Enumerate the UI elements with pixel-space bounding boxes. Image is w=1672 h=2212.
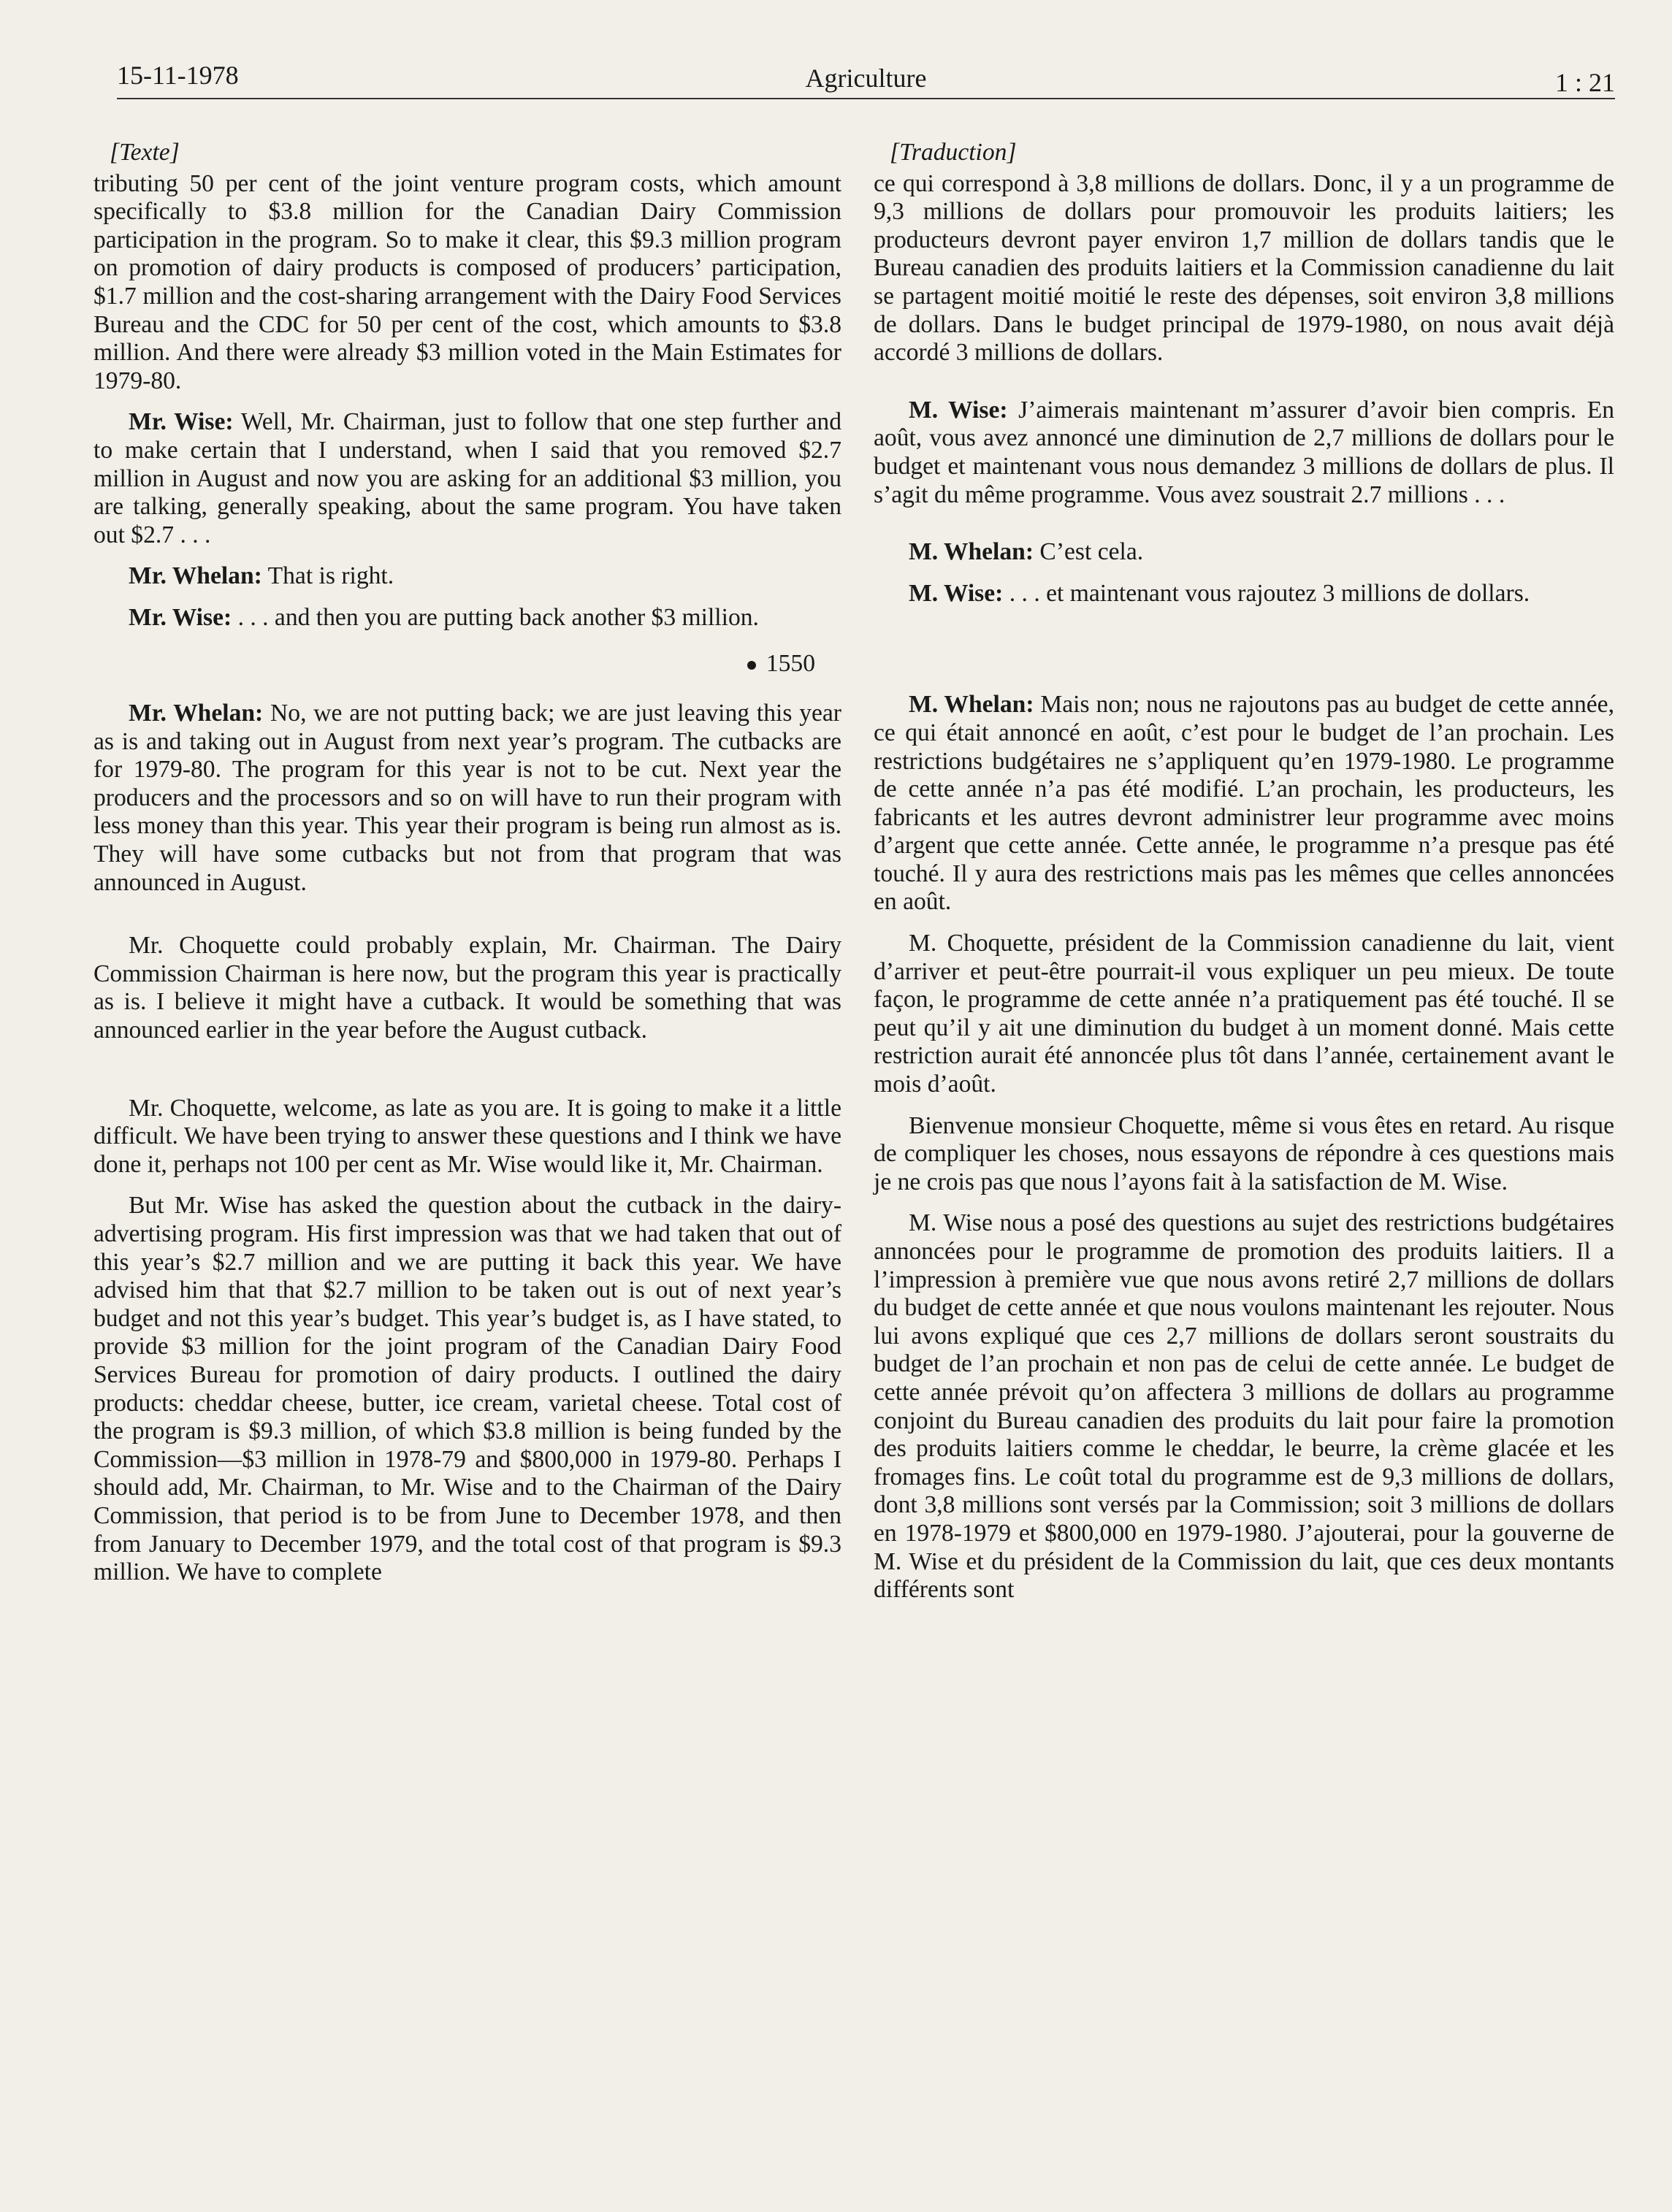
paragraph: tributing 50 per cent of the joint venture program costs, which amount specifically to $3.8 million for the Canadian Dairy Commission participation in the program. So to make it clear, this $9.3 million program on promotion of dairy products is composed of producers’ participation, $1.7 million and the cost-sharing arrangement with the Dairy Food Services Bureau and the CDC for 50 per cent of the cost, which amounts to $3.8 million. And there were already $3 million voted in the Main Estimates for 1979-80.: [93, 169, 841, 394]
speech-text: . . . and then you are putting back another $3 million.: [237, 603, 759, 631]
header-title: Agriculture: [805, 64, 927, 93]
paragraph: [93, 562, 841, 591]
paragraph: Mr. Choquette could probably explain, Mr. Chairman. The Dairy Commission Chairman is here now, but the program this year is practically as is. I believe it might have a cutback. It would be something that was announced earlier in the year before the August cutback.: [93, 932, 841, 1044]
paragraph: Mr. Choquette, welcome, as late as you are. It is going to make it a little difficult. We have been trying to answer these questions and I think we have done it, perhaps not 100 per cent as Mr. Wise would like it, Mr. Chairman.: [93, 1094, 841, 1178]
paragraph: [874, 691, 1614, 916]
speech-text: Mais non; nous ne rajoutons pas au budget de cette année, ce qui était annoncé en août, c’est pour le budget de l’an prochain. Les restrictions budgétaires ne s’appliquent qu’en 1979-1980. Le programme de cette année n’a pas été modifié. L’an prochain, les producteurs, les fabricants et les autres devront administrer leur programme avec moins d’argent que cette année. Cette année, le programme n’a presque pas été touché. Il y aura des restrictions mais pas les mêmes que celles annoncées en août.: [874, 691, 1614, 916]
page-header: [117, 57, 1615, 99]
paragraph: Bienvenue monsieur Choquette, même si vous êtes en retard. Au risque de compliquer les choses, nous essayons de répondre à ces questions mais je ne crois pas que nous l’ayons fait à la satisfaction de M. Wise.: [874, 1111, 1614, 1195]
speech-text: C’est cela.: [1039, 538, 1144, 566]
english-column: [93, 139, 841, 1600]
paragraph: [93, 700, 841, 897]
speech-text: J’aimerais maintenant m’assurer d’avoir bien compris. En août, vous avez annoncé une diminution de 2,7 millions de dollars pour le budget et maintenant vous nous demandez 3 millions de dollars de plus. Il s’agit du même programme. Vous avez soustrait 2.7 millions . . .: [874, 396, 1614, 508]
paragraph: [874, 397, 1614, 509]
speaker-name: Mr. Whelan:: [129, 562, 262, 590]
speech-text: Well, Mr. Chairman, just to follow that one step further and to make certain that I understand, when I said that you removed $2.7 million in August and now you are asking for an additional $3 million, you are talking, generally speaking, about the same program. You have taken out $2.7 . . .: [93, 408, 841, 548]
french-column: [874, 139, 1614, 1618]
column-label: [Traduction]: [890, 139, 1017, 166]
speaker-name: M. Wise:: [909, 579, 1004, 607]
paragraph: [874, 538, 1614, 567]
speaker-name: M. Whelan:: [909, 538, 1034, 566]
paragraph: [93, 604, 841, 632]
paragraph: ce qui correspond à 3,8 millions de dollars. Donc, il y a un programme de 9,3 millions de dollars pour promouvoir les produits laitiers; les producteurs devront payer environ 1,7 million de dollars tandis que le Bureau canadien des produits laitiers et la Commission canadienne du lait se partagent moitié moitié le reste des dépenses, soit environ 3,8 millions de dollars. Dans le budget principal de 1979-1980, on nous avait déjà accordé 3 millions de dollars.: [874, 169, 1614, 367]
paragraph: M. Wise nous a posé des questions au sujet des restrictions budgétaires annoncées pour le programme de promotion des produits laitiers. Il a l’impression à première vue que nous avons retiré 2,7 millions de dollars du budget de cette année et que nous voulons maintenant les rejouter. Nous lui avons expliqué que ces 2,7 millions de dollars seront soustraits du budget de l’an prochain et non pas de celui de cette année. Le budget de cette année prévoit qu’on affectera 3 millions de dollars au programme conjoint du Bureau canadien des produits du lait pour faire la promotion des produits laitiers comme le cheddar, le beurre, la crème glacée et les fromages fins. Le coût total du programme est de 9,3 millions de dollars, dont 3,8 millions sont versés par la Commission; soit 3 millions de dollars en 1978-1979 et $800,000 en 1979-1980. J’ajouterai, pour la gouverne de M. Wise et du président de la Commission du lait, que ces deux montants différents sont: [874, 1209, 1614, 1604]
speech-text: . . . et maintenant vous rajoutez 3 millions de dollars.: [1009, 579, 1530, 607]
paragraph: [874, 580, 1614, 608]
speech-text: No, we are not putting back; we are just leaving this year as is and taking out in August from next year’s program. The cutbacks are for 1979-80. The program for this year is not to be cut. Next year the producers and the processors and so on will have to run their program with less money than this year. This year their program is being run almost as is. They will have some cutbacks but not from that program that was announced in August.: [93, 700, 841, 896]
paragraph: [93, 408, 841, 549]
paragraph: But Mr. Wise has asked the question about the cutback in the dairy-advertising program. His first impression was that we had taken that out of this year’s $2.7 million and we are putting it back this year. We have advised him that that $2.7 million to be taken out is out of next year’s budget and not this year’s budget. This year’s budget is, as I have stated, to provide $3 million for the joint program of the Canadian Dairy Food Services Bureau for promotion of dairy products. I outlined the dairy products: cheddar cheese, butter, ice cream, varietal cheese. Total cost of the program is $9.3 million, of which $3.8 million is being funded by the Commission—$3 million in 1978-79 and $800,000 in 1979-80. Perhaps I should add, Mr. Chairman, to Mr. Wise and to the Chairman of the Dairy Commission, that period is to be from June to December 1978, and then from January to December 1979, and the total cost of that program is $9.3 million. We have to complete: [93, 1192, 841, 1586]
speaker-name: M. Whelan:: [909, 691, 1034, 719]
speaker-name: Mr. Whelan:: [129, 700, 264, 727]
header-date: 15-11-1978: [117, 61, 239, 90]
speech-text: That is right.: [267, 562, 394, 590]
time-marker-text: 1550: [766, 649, 815, 677]
speaker-name: Mr. Wise:: [129, 603, 232, 631]
paragraph: M. Choquette, président de la Commission canadienne du lait, vient d’arriver et peut-être pourrait-il vous expliquer un peu mieux. De toute façon, le programme de cette année n’a pratiquement pas été touché. Il se peut qu’il y ait une diminution du budget à un moment donné. Mais cette restriction aurait été annoncée plus tôt dans l’année, certainement avant le mois d’août.: [874, 930, 1614, 1098]
time-marker: [93, 650, 841, 678]
bullet-icon: [747, 661, 756, 670]
speaker-name: Mr. Wise:: [129, 408, 234, 436]
speaker-name: M. Wise:: [909, 396, 1008, 424]
page-number: 1 : 21: [1554, 68, 1615, 97]
column-label: [Texte]: [110, 139, 180, 166]
